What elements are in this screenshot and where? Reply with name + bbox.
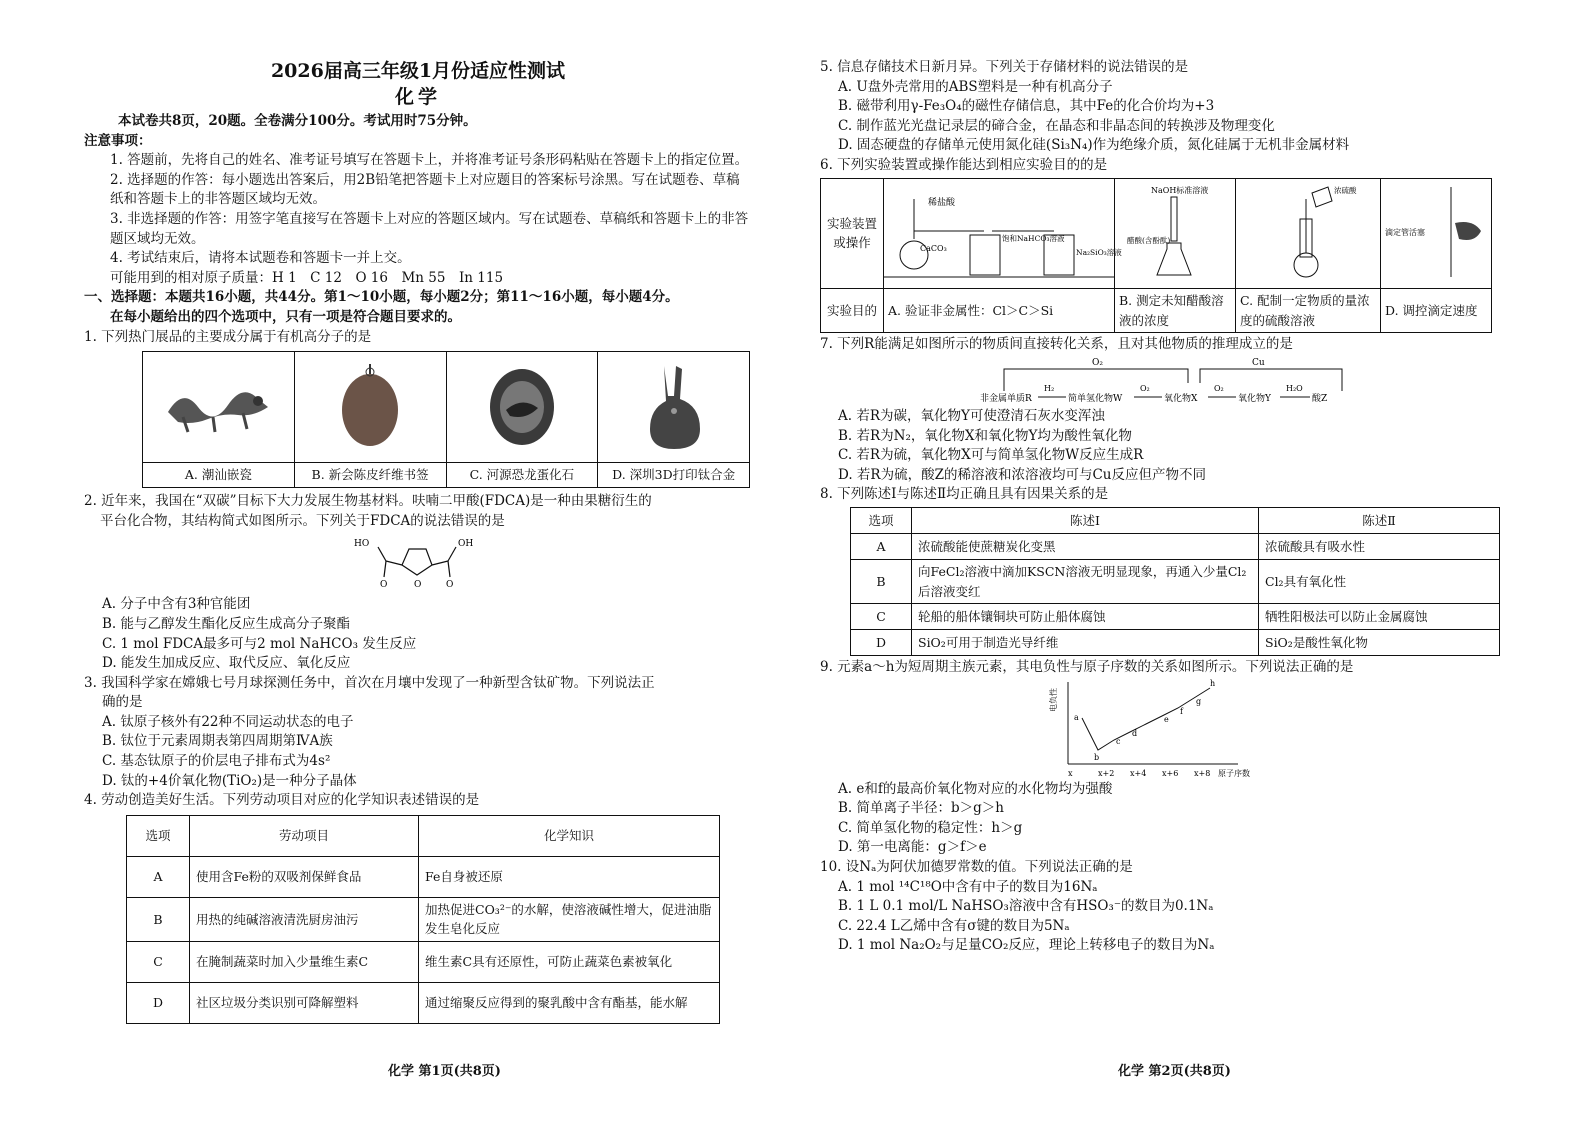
- q6-label-naoh: NaOH标准溶液: [1151, 185, 1209, 195]
- q4-header-option: 选项: [127, 815, 190, 856]
- q8-row-a-key: A: [851, 533, 912, 559]
- note-1: 1. 答题前，先将自己的姓名、准考证号填写在答题卡上，并将准考证号条形码粘贴在答题卡上的指定位置。: [110, 152, 749, 169]
- q8-row-c-key: C: [851, 604, 912, 630]
- q6-fig-a: [884, 178, 1122, 289]
- q4-row-d: [127, 983, 720, 1024]
- q8-header-statement-2: 陈述Ⅱ: [1259, 507, 1500, 533]
- q9-option-d: D. 第一电离能：g＞f＞e: [838, 839, 987, 856]
- q6-row1-label: 实验装置或操作: [821, 178, 884, 289]
- q7-start: 非金属单质R: [980, 393, 1032, 404]
- q3-stem-1: 3. 我国科学家在嫦娥七号月球探测任务中，首次在月壤中发现了一种新型含钛矿物。下列说法正: [84, 674, 655, 691]
- q8-stem: 8. 下列陈述Ⅰ与陈述Ⅱ均正确且具有因果关系的是: [820, 486, 1109, 503]
- q7-option-a: A. 若R为碳，氧化物Y可使澄清石灰水变浑浊: [838, 407, 1105, 424]
- q6-label-nahco3: 饱和NaHCO₃溶液: [1002, 233, 1065, 243]
- q7-scheme: [820, 355, 1500, 407]
- q6-label-caco3: CaCO₃: [920, 243, 947, 253]
- q8-header-option: 选项: [851, 507, 912, 533]
- exam-subject: 化学: [394, 86, 441, 108]
- q6-stem: 6. 下列实验装置或操作能达到相应实验目的的是: [820, 156, 1108, 173]
- q4-header-knowledge: 化学知识: [419, 815, 720, 856]
- right-column: [820, 58, 1500, 956]
- q4-row-d-labor: 社区垃圾分类识别可降解塑料: [190, 983, 419, 1024]
- q8-row-b-s2: Cl₂具有氧化性: [1259, 559, 1500, 603]
- q6-purpose-d: D. 调控滴定速度: [1381, 289, 1492, 333]
- q5-option-c: C. 制作蓝光光盘记录层的碲合金，在晶态和非晶态间的转换涉及物理变化: [838, 117, 1275, 134]
- fdca-ho-label: HO: [354, 539, 370, 550]
- fdca-o-right-label: O: [446, 580, 454, 591]
- q8-row-d-s2: SiO₂是酸性氧化物: [1259, 630, 1500, 656]
- q8-table: [850, 507, 1500, 656]
- q9-option-a: A. e和f的最高价氧化物对应的水化物均为强酸: [838, 780, 1113, 797]
- q4-row-a-knowledge: Fe自身被还原: [419, 856, 720, 897]
- q8-row-b-key: B: [851, 559, 912, 603]
- q7-cu-top: Cu: [1252, 357, 1265, 368]
- q8-row-c: [851, 604, 1500, 630]
- q1-cell-a: [143, 352, 295, 488]
- q7-y: 氧化物Y: [1238, 393, 1271, 404]
- q1-option-b: B. 新会陈皮纤维书签: [295, 462, 446, 487]
- atomic-masses: 可能用到的相对原子质量：H 1 C 12 O 16 Mn 55 In 115: [110, 269, 504, 286]
- q8-row-a: [851, 533, 1500, 559]
- q3-stem-2: 确的是: [102, 694, 143, 711]
- q10-option-d: D. 1 mol Na₂O₂与足量CO₂反应，理论上转移电子的数目为Nₐ: [838, 937, 1215, 954]
- q1-option-a: A. 潮汕嵌瓷: [143, 462, 294, 487]
- q6-label-na2sio3: Na₂SiO₃溶液: [1076, 247, 1122, 257]
- q1-cell-b: [294, 352, 446, 488]
- q7-option-c: C. 若R为硫，氧化物X可与简单氢化物W反应生成R: [838, 447, 1144, 464]
- q8-row-b: [851, 559, 1500, 603]
- q6-fig-d: [1381, 178, 1492, 289]
- q4-row-b: [127, 897, 720, 941]
- q7-option-d: D. 若R为硫，酸Z的稀溶液和浓溶液均可与Cu反应但产物不同: [838, 466, 1206, 483]
- q1-stem: 1. 下列热门展品的主要成分属于有机高分子的是: [84, 328, 372, 345]
- q8-row-d: [851, 630, 1500, 656]
- q4-row-c-knowledge: 维生素C具有还原性，可防止蔬菜色素被氧化: [419, 942, 720, 983]
- q1-exhibit-table: [142, 351, 750, 488]
- q7-x: 氧化物X: [1164, 393, 1198, 404]
- q6-label-acetic: 醋酸(含酚酞): [1127, 235, 1171, 245]
- q7-o2: O₂: [1140, 383, 1150, 393]
- q9-point-c: c: [1116, 736, 1121, 746]
- q4-row-d-key: D: [127, 983, 190, 1024]
- q10-stem: 10. 设Nₐ为阿伏加德罗常数的值。下列说法正确的是: [820, 859, 1133, 876]
- q9-xtick-4: x+8: [1194, 768, 1211, 778]
- q7-h2o: H₂O: [1286, 383, 1303, 393]
- note-4: 4. 考试结束后，请将本试题卷和答题卡一并上交。: [110, 250, 411, 267]
- q5-option-d: D. 固态硬盘的存储单元使用氮化硅(Si₃N₄)作为绝缘介质，氮化硅属于无机非金属材料: [838, 137, 1350, 154]
- q6-label-hcl: 稀盐酸: [928, 197, 956, 208]
- q1-option-d: D. 深圳3D打印钛合金: [598, 462, 749, 487]
- q1-option-c: C. 河源恐龙蛋化石: [447, 462, 598, 487]
- q7-option-b: B. 若R为N₂，氧化物X和氧化物Y均为酸性氧化物: [838, 427, 1132, 444]
- q3-option-c: C. 基态钛原子的价层电子排布式为4s²: [102, 753, 331, 770]
- dragon-sculpture-image: [163, 377, 273, 437]
- section-heading: 一、选择题：本题共16小题，共44分。第1～10小题，每小题2分；第11～16小题，每小题4分。: [84, 289, 679, 306]
- q6-apparatus-b: [1115, 179, 1235, 283]
- q7-w: 简单氢化物W: [1068, 393, 1123, 404]
- q9-xtick-3: x+6: [1162, 768, 1179, 778]
- q5-option-b: B. 磁带利用γ-Fe₃O₄的磁性存储信息，其中Fe的化合价均为+3: [838, 98, 1215, 115]
- exam-title: 2026届高三年级1月份适应性测试: [270, 60, 566, 82]
- q7-o2b: O₂: [1214, 383, 1224, 393]
- fdca-ring-o-label: O: [414, 580, 422, 591]
- q1-cell-c: [446, 352, 598, 488]
- dinosaur-egg-image: [482, 362, 562, 452]
- q9-xtick-2: x+4: [1130, 768, 1147, 778]
- q9-point-d: d: [1132, 728, 1138, 738]
- q6-apparatus-a: [884, 179, 1122, 283]
- q10-option-a: A. 1 mol ¹⁴C¹⁸O中含有中子的数目为16Nₐ: [838, 878, 1098, 895]
- notes-heading: 注意事项：: [84, 132, 152, 149]
- q6-fig-b: [1115, 178, 1236, 289]
- q10-option-c: C. 22.4 L乙烯中含有σ键的数目为5Nₐ: [838, 917, 1070, 934]
- q4-stem: 4. 劳动创造美好生活。下列劳动项目对应的化学知识表述错误的是: [84, 792, 480, 809]
- q9-point-b: b: [1094, 752, 1100, 762]
- q4-row-d-knowledge: 通过缩聚反应得到的聚乳酸中含有酯基，能水解: [419, 983, 720, 1024]
- exam-intro: 本试卷共8页，20题。全卷满分100分。考试用时75分钟。: [118, 113, 477, 129]
- q9-point-g: g: [1196, 696, 1202, 706]
- left-column: [84, 58, 752, 1024]
- q8-row-a-s2: 浓硫酸具有吸水性: [1259, 533, 1500, 559]
- q8-row-c-s2: 牺牲阳极法可以防止金属腐蚀: [1259, 604, 1500, 630]
- q6-table: [820, 178, 1492, 334]
- page-footer-1: 化学 第1页(共8页): [388, 1064, 501, 1079]
- q9-xtick-1: x+2: [1098, 768, 1115, 778]
- note-2: 2. 选择题的作答：每小题选出答案后，用2B铅笔把答题卡上对应题目的答案标号涂黑。写在试题卷、草稿纸和答题卡上的非答题区域均无效。: [110, 171, 740, 208]
- q6-fig-c: [1236, 178, 1381, 289]
- q9-xtick-0: x: [1068, 768, 1073, 778]
- q8-row-d-s1: SiO₂可用于制造光导纤维: [912, 630, 1259, 656]
- q6-purpose-c: C. 配制一定物质的量浓度的硫酸溶液: [1236, 289, 1381, 333]
- q6-purpose-a: A. 验证非金属性：Cl＞C＞Si: [884, 289, 1115, 333]
- q3-option-b: B. 钛位于元素周期表第四周期第ⅣA族: [102, 733, 333, 750]
- q8-row-d-key: D: [851, 630, 912, 656]
- titanium-rabbit-image: [634, 361, 714, 453]
- q7-o2-top: O₂: [1092, 357, 1103, 368]
- section-heading-2: 在每小题给出的四个选项中，只有一项是符合题目要求的。: [110, 308, 461, 325]
- q4-row-b-knowledge: 加热促进CO₃²⁻的水解，使溶液碱性增大，促进油脂发生皂化反应: [419, 897, 720, 941]
- q4-row-a-labor: 使用含Fe粉的双吸剂保鲜食品: [190, 856, 419, 897]
- q7-stem: 7. 下列R能满足如图所示的物质间直接转化关系，且对其他物质的推理成立的是: [820, 336, 1293, 353]
- fdca-o-left-label: O: [380, 580, 388, 591]
- q6-row2-label: 实验目的: [821, 289, 884, 333]
- q2-option-c: C. 1 mol FDCA最多可与2 mol NaHCO₃ 发生反应: [102, 635, 417, 652]
- q4-row-a-key: A: [127, 856, 190, 897]
- q6-label-stopcock: 滴定管活塞: [1385, 227, 1425, 237]
- fdca-structure-svg: [354, 531, 484, 589]
- page-footer-2: 化学 第2页(共8页): [1118, 1064, 1231, 1079]
- q9-xlabel: 原子序数: [1218, 768, 1250, 778]
- q7-h2: H₂: [1044, 383, 1055, 393]
- q6-label-h2so4: 浓硫酸: [1334, 185, 1357, 195]
- q9-point-h: h: [1210, 678, 1216, 688]
- q8-header-statement-1: 陈述Ⅰ: [912, 507, 1259, 533]
- q6-purpose-b: B. 测定未知醋酸溶液的浓度: [1115, 289, 1236, 333]
- fdca-oh-label: OH: [458, 539, 474, 550]
- q5-option-a: A. U盘外壳常用的ABS塑料是一种有机高分子: [838, 78, 1113, 95]
- q2-option-d: D. 能发生加成反应、取代反应、氧化反应: [102, 655, 351, 672]
- q2-stem-2: 平台化合物，其结构简式如图所示。下列关于FDCA的说法错误的是: [100, 512, 505, 529]
- q4-row-c-labor: 在腌制蔬菜时加入少量维生素C: [190, 942, 419, 983]
- q3-option-d: D. 钛的+4价氧化物(TiO₂)是一种分子晶体: [102, 772, 357, 789]
- q7-scheme-svg: [980, 355, 1360, 407]
- q6-apparatus-d: [1381, 179, 1491, 283]
- q8-row-b-s1: 向FeCl₂溶液中滴加KSCN溶液无明显现象，再通入少量Cl₂后溶液变红: [912, 559, 1259, 603]
- q9-option-c: C. 简单氢化物的稳定性：h＞g: [838, 819, 1023, 836]
- q2-stem-1: 2. 近年来，我国在“双碳”目标下大力发展生物基材料。呋喃二甲酸(FDCA)是一种由果糖衍生的: [84, 493, 652, 510]
- q9-option-b: B. 简单离子半径：b＞g＞h: [838, 800, 1004, 817]
- q9-stem: 9. 元素a～h为短周期主族元素，其电负性与原子序数的关系如图所示。下列说法正确的是: [820, 659, 1354, 676]
- q4-row-b-labor: 用热的纯碱溶液清洗厨房油污: [190, 897, 419, 941]
- q9-chart: [820, 678, 1500, 780]
- q9-point-e: e: [1164, 714, 1169, 724]
- q7-z: 酸Z: [1312, 393, 1328, 404]
- leaf-bookmark-image: [330, 362, 410, 452]
- q4-row-b-key: B: [127, 897, 190, 941]
- note-3: 3. 非选择题的作答：用签字笔直接写在答题卡上对应的答题区域内。写在试题卷、草稿纸和答题卡上的非答题区域均无效。: [110, 210, 749, 247]
- q4-row-c: [127, 942, 720, 983]
- q9-point-f: f: [1180, 706, 1183, 716]
- q5-stem: 5. 信息存储技术日新月异。下列关于存储材料的说法错误的是: [820, 59, 1189, 75]
- q2-option-a: A. 分子中含有3种官能团: [102, 596, 251, 613]
- q2-option-b: B. 能与乙醇发生酯化反应生成高分子聚酯: [102, 615, 351, 632]
- q9-ylabel: 电负性: [1049, 687, 1058, 712]
- q3-option-a: A. 钛原子核外有22种不同运动状态的电子: [102, 713, 354, 730]
- fdca-structure: [84, 531, 752, 589]
- q4-row-a: [127, 856, 720, 897]
- q4-table: [126, 815, 720, 1024]
- q4-header-labor: 劳动项目: [190, 815, 419, 856]
- q9-point-a: a: [1074, 712, 1079, 722]
- q4-row-c-key: C: [127, 942, 190, 983]
- q8-row-c-s1: 轮船的船体镶铜块可防止船体腐蚀: [912, 604, 1259, 630]
- q6-apparatus-c: [1236, 179, 1380, 283]
- q10-option-b: B. 1 L 0.1 mol/L NaHSO₃溶液中含有HSO₃⁻的数目为0.1Nₐ: [838, 898, 1214, 915]
- q9-chart-svg: [1048, 678, 1258, 780]
- q8-row-a-s1: 浓硫酸能使蔗糖炭化变黑: [912, 533, 1259, 559]
- q1-cell-d: [598, 352, 750, 488]
